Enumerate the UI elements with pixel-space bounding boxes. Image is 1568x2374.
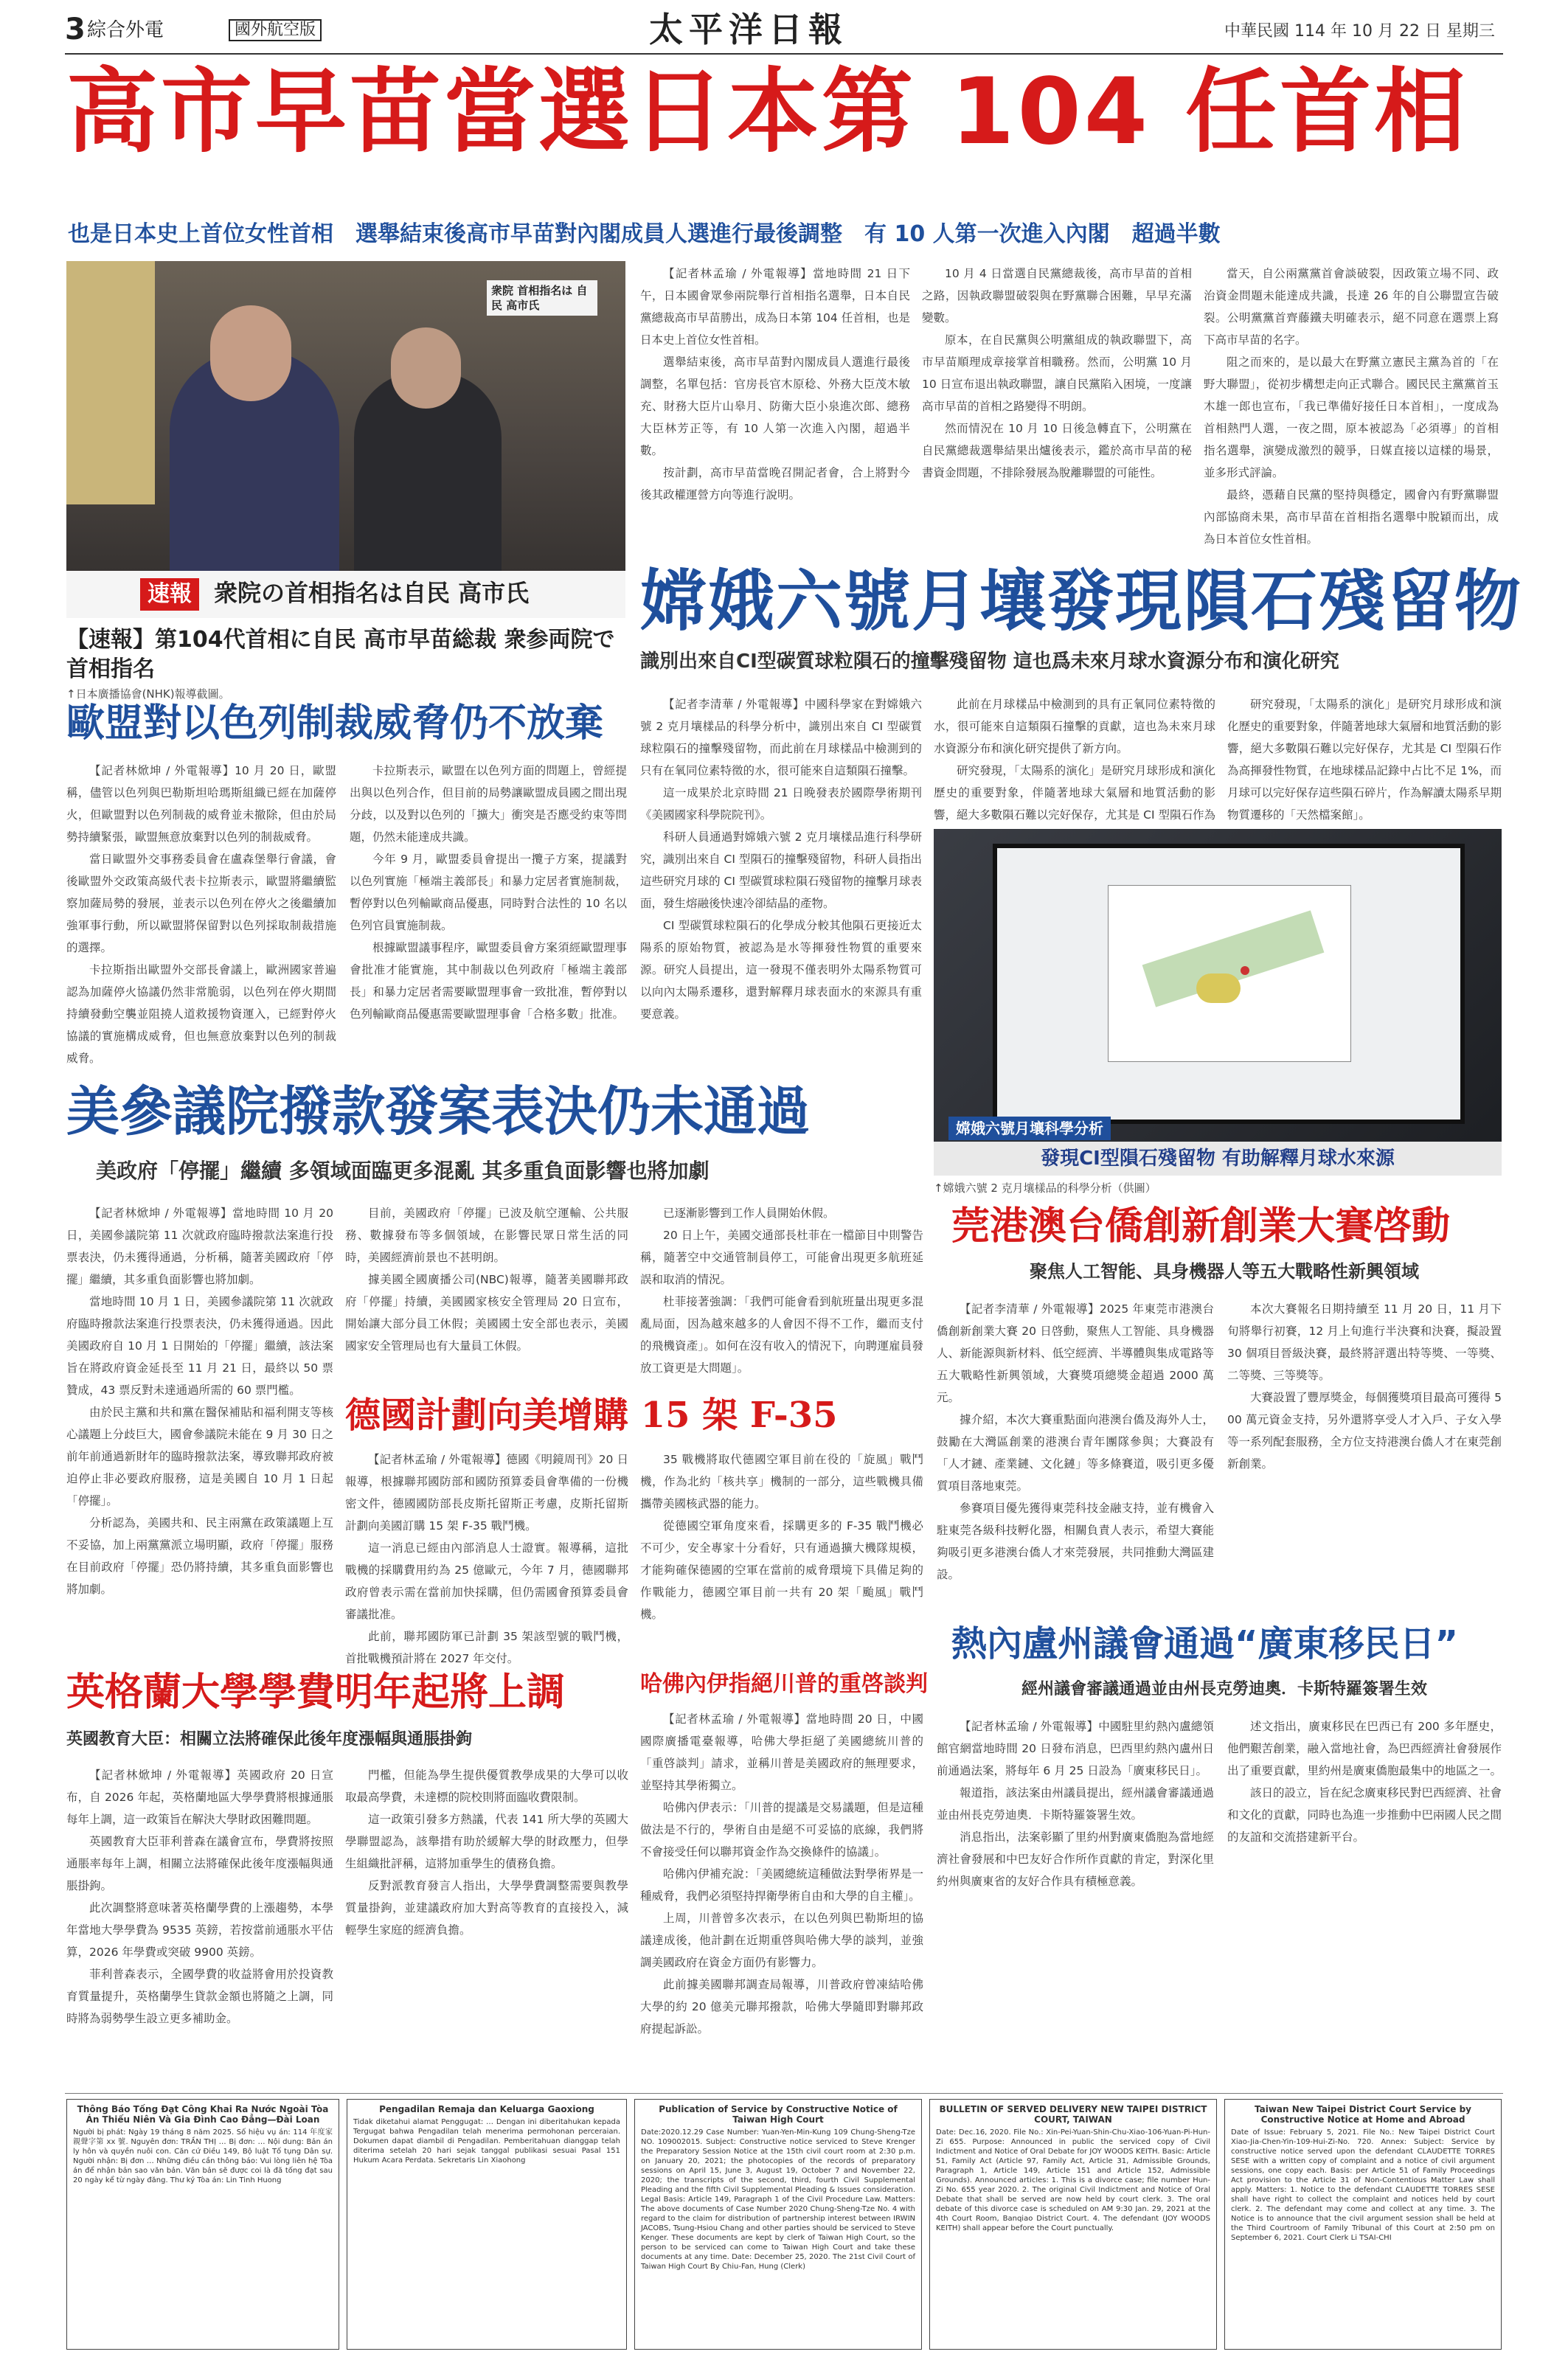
paragraph: 當天，自公兩黨黨首會談破裂，因政策立場不同、政治資金問題未能達成共識，長達 26 年的自公聯盟宣告破裂。公明黨黨首齊藤鐵夫明確表示，絕不同意在選票上寫下高市早苗的名字。 — [1204, 267, 1499, 347]
notice-indonesian — [347, 2099, 627, 2350]
germany-body-col-2 — [640, 1448, 923, 1662]
photo-person-left-head — [210, 305, 291, 401]
paragraph: 【記者林焮坤 / 外電報導】英國政府 20 日宣布，自 2026 年起，英格蘭地區大學學費將根據通脹每年上調，這一政策旨在解決大學財政困難問題。 — [66, 1769, 333, 1826]
section-tag: 國外航空版 — [229, 19, 322, 41]
germany-body-col-1 — [345, 1448, 628, 1665]
paragraph: 這一消息已經由內部消息人士證實。報導稱，這批戰機的採購費用約為 25 億歐元，今年 7 月，德國聯邦政府曾表示需在當前加快採購，但仍需國會預算委員會審議批准。 — [345, 1541, 628, 1621]
paragraph: 科研人員通過對嫦娥六號 2 克月壤樣品進行科學研究，識別出來自 CI 型隕石的撞擊殘留物，科研人員指出這些研究月球的 CI 型碳質球粒隕石殘留物的撞擊月球表面，發生熔融後快速冷卻結晶的產物。 — [640, 830, 922, 910]
masthead — [0, 0, 1568, 58]
guangdong-headline: 莞港澳台僑創新創業大賽啓動 — [951, 1204, 1451, 1249]
harvard-body-col-1 — [640, 1708, 923, 2077]
notice-text: Date of Issue: February 5, 2021. File No.: New Taipei District Court Xiao-Jia-Chen-Yin-109-Hui-Zi-No. 720. Annex: Subject: Service by constructive notice served upon the defendant CLAUDETTE TORRES SESE with a written copy of complaint and a notice of civil argument sessions, one copy each. Basis: per Article 51 of Family Proceedings Act provision to the Article 31 of Non-Contentious Matter Law shall apply. Matters: 1. Notice to the defendant CLAUDETTE TORRES SESE shall have right to collect the complaint and notices held by court clerk. 2. The defendant may come and collect at any time. 3. The Notice is to announce that the civil argument session shall be held at the Third Courtroom of Family Tribunal of this Court at 2:50 pm on September 6, 2021. Court Clerk Li TSAI-CHI — [1231, 2128, 1495, 2242]
germany-headline: 德國計劃向美增購 15 架 F-35 — [345, 1395, 838, 1436]
paragraph: 【記者林孟瑜 / 外電報導】中國駐里約熱內盧總領館官網當地時間 20 日發布消息，巴西里約熱內盧州日前通過法案，將每年 6 月 25 日設為「廣東移民日」。 — [937, 1720, 1214, 1777]
lead-body-col-3 — [1204, 263, 1499, 558]
paragraph: 此次調整將意味著英格蘭學費的上漲趨勢，本學年當地大學學費為 9535 英鎊，若按當前通脹水平估算，2026 年學費或突破 9900 英鎊。 — [66, 1901, 333, 1959]
photo-label: 嫦娥六號月壤科學分析 — [948, 1117, 1111, 1140]
change6-headline: 嫦娥六號月壤發現隕石殘留物 — [640, 563, 1522, 640]
lead-photo — [66, 261, 625, 618]
notice-text: Tidak diketahui alamat Penggugat: … Dengan ini diberitahukan kepada Tergugat bahwa Pengadilan telah menerima permohonan perceraian. Dokumen dapat diambil di Pengadilan. Pemberitahuan dianggap telah diterima setelah 20 hari sejak tanggal publikasi sesuai Pasal 151 Hukum Acara Perdata. Sekretaris Lin Xiaohong — [353, 2118, 620, 2165]
senate-headline: 美參議院撥款發案表決仍未通過 — [66, 1080, 811, 1142]
photo-info-box: 衆院 首相指名は 自民 高市氏 — [487, 280, 597, 316]
paragraph: 這一政策引發多方熱議，代表 141 所大學的英國大學聯盟認為，該舉措有助於緩解大學的財政壓力，但學生組織批評稱，這將加重學生的債務負擔。 — [345, 1813, 628, 1870]
paragraph: 當地時間 10 月 1 日，美國參議院第 11 次就政府臨時撥款法案進行投票表決，仍未獲得通過。因此美國政府自 10 月 1 日開始的「停擺」繼續，該法案旨在將政府資金延長至 11 月 21 日，最終以 50 票贊成，43 票反對未達通過所需的 60 票門檻。 — [66, 1295, 333, 1397]
rio-headline: 熱內盧州議會通過“廣東移民日” — [951, 1623, 1459, 1665]
paragraph: 英國教育大臣菲利普森在議會宣布，學費將按照通脹率每年上調，相關立法將確保此後年度漲幅與通脹掛鉤。 — [66, 1835, 333, 1892]
notice-title: BULLETIN OF SERVED DELIVERY NEW TAIPEI DISTRICT COURT, TAIWAN — [939, 2104, 1207, 2125]
paragraph: 目前，美國政府「停擺」已波及航空運輸、公共服務、數據發布等多個領域，在影響民眾日常生活的同時，美國經濟前景也不甚明朗。 — [345, 1207, 628, 1264]
paragraph: 該日的設立，旨在紀念廣東移民對巴西經濟、社會和文化的貢獻，同時也為進一步推動中巴兩國人民之間的友誼和交流搭建新平台。 — [1227, 1786, 1502, 1844]
uk-headline: 英格蘭大學學費明年起將上調 — [66, 1670, 566, 1715]
change6-body-col-3 — [1227, 693, 1502, 822]
paragraph: 【記者林焮坤 / 外電報導】10 月 20 日，歐盟稱，儘管以色列與巴勒斯坦哈瑪斯組織已經在加薩停火，但歐盟對以色列制裁的威脅並未撤除，但由於局勢持續緊張，歐盟無意放棄對以色列的制裁威脅。 — [66, 764, 336, 844]
paper-name: 太平洋日報 — [649, 10, 848, 49]
paragraph: 菲利普森表示，全國學費的收益將會用於投資教育質量提升，英格蘭學生貸款金額也將隨之上調，同時將為弱勢學生設立更多補助金。 — [66, 1968, 333, 2025]
rio-body-col-2 — [1227, 1715, 1502, 2084]
eu-body-col-2 — [350, 760, 627, 1077]
paragraph: CI 型碳質球粒隕石的化學成分較其他隕石更接近太陽系的原始物質，被認為是水等揮發性物質的重要來源。研究人員提出，這一發現不僅表明外太陽系物質可以向內太陽系遷移，還對解釋月球表面水的來源具有重要意義。 — [640, 919, 922, 1021]
paragraph: 最終，憑藉自民黨的堅持與穩定，國會內有野黨聯盟內部協商未果，高市早苗在首相指名選舉中脫穎而出，成為日本首位女性首相。 — [1204, 488, 1499, 546]
notice-new-taipei-service — [1224, 2099, 1502, 2350]
issue-date: 中華民國 114 年 10 月 22 日 星期三 — [1224, 22, 1495, 41]
change6-body-col-1 — [640, 693, 922, 1021]
paragraph: 分析認為，美國共和、民主兩黨在政策議題上互不妥協，加上兩黨黨派立場明顯，政府「停擺」服務在目前政府「停擺」恐仍將持續，其多重負面影響也將加劇。 — [66, 1516, 333, 1596]
notice-high-court — [634, 2099, 922, 2350]
paragraph: 根據歐盟議事程序，歐盟委員會方案須經歐盟理事會批准才能實施，其中制裁以色列政府「極端主義部長」和暴力定居者需要歐盟理事會一致批准，暫停對以色列輸歐商品優惠需要歐盟理事會「合格多數」批准。 — [350, 941, 627, 1021]
eu-body-col-1 — [66, 760, 336, 1077]
change6-body-col-2 — [934, 693, 1215, 822]
masthead-rule — [65, 53, 1503, 55]
lead-headline: 高市早苗當選日本第 104 任首相 — [66, 59, 1469, 165]
ticker-text: 衆院の首相指名は自民 高市氏 — [214, 579, 530, 607]
notice-title: Taiwan New Taipei District Court Service by Constructive Notice at Home and Abroad — [1255, 2104, 1471, 2125]
paragraph: 此前，聯邦國防軍已計劃 35 架該型號的戰鬥機，首批戰機預計將在 2027 年交付。 — [345, 1630, 628, 1665]
rio-body-col-1 — [937, 1715, 1214, 2084]
change6-photo — [934, 829, 1502, 1176]
paragraph: 原本，在自民黨與公明黨組成的執政聯盟下，高市早苗順理成章接掌首相職務。然而，公明黨 10 月 10 日宣布退出執政聯盟，讓自民黨陷入困境，一度讓高市早苗的首相之路變得不明朗。 — [922, 333, 1192, 413]
paragraph: 這一成果於北京時間 21 日晚發表於國際學術期刊《美國國家科學院院刊》。 — [640, 786, 922, 822]
paragraph: 20 日上午，美國交通部長杜菲在一檔節目中則警告稱，隨著空中交通管制員停工，可能會出現更多航班延誤和取消的情況。 — [640, 1229, 923, 1286]
notice-title: Pengadilan Remaja dan Keluarga Gaoxiong — [379, 2104, 594, 2114]
paragraph: 從德國空軍角度來看，採購更多的 F-35 戰鬥機必不可少，安全專家十分看好，只有通過擴大機隊規模，才能夠確保德國的空軍在當前的威脅環境下具備足夠的作戰能力，德國空軍目前一共有 20 架「颱風」戰鬥機。 — [640, 1519, 923, 1621]
notices-divider — [65, 2093, 1503, 2094]
notice-text: Date: Dec.16, 2020. File No.: Xin-Pei-Yuan-Shin-Chu-Xiao-106-Yuan-Pi-Hun-Zi 655. Purpose: Announced in public the serviced copy of Civil Indictment and Notice of Oral Debate for JOY WOODS KEITH. Basic: Article 51, Family Act (Article 97, Family Act, Article 31, Admissible Grounds, Paragraph 1, Article 149, Article 151 and Article 152, Admissible Grounds). Announced articles: 1. This is a divorce case; file number Hun-Zi No. 655 year 2020. 2. The original Civil Indictment and Notice of Oral Debate that shall be served are now held by court clerk. 3. The oral debate of this divorce case is scheduled on AM 9:30 Jan. 29, 2021 at the 4th Court Room, Banqiao District Court. 4. The defendant (JOY WOODS KEITH) shall appear before the Court punctually. — [936, 2128, 1210, 2232]
paragraph: 【記者林孟瑜 / 外電報導】當地時間 20 日，中國國際廣播電臺報導，哈佛大學拒絕了美國總統川普的「重啓談判」請求，並稱川普是美國政府的無理要求，並堅持其學術獨立。 — [640, 1712, 923, 1792]
senate-body-col-1 — [66, 1202, 333, 1659]
paragraph: 哈佛內伊補充說：「美國總統這種做法對學術界是一種威脅，我們必須堅持捍衛學術自由和大學的自主權」。 — [640, 1867, 923, 1903]
guangdong-body-col-2 — [1227, 1298, 1502, 1615]
senate-body-col-2 — [345, 1202, 628, 1386]
paragraph: 杜菲接著強調：「我們可能會看到航班量出現更多混亂局面，因為越來越多的人會因不得不工作，繼而支付的飛機資產」。如何在沒有收入的情況下，向聘運雇員發放工資更是大問題」。 — [640, 1295, 923, 1375]
paragraph: 述文指出，廣東移民在巴西已有 200 多年歷史，他們艱苦創業，融入當地社會，為巴西經濟社會發展作出了重要貢獻，里約州是廣東僑胞最集中的地區之一。 — [1227, 1720, 1502, 1777]
lead-photo-credit: ↑日本廣播協會(NHK)報導截圖。 — [66, 687, 230, 701]
paragraph: 【記者李清華 / 外電報導】中國科學家在對嫦娥六號 2 克月壤樣品的科學分析中，識別出來自 CI 型碳質球粒隕石的撞擊殘留物，而此前在月球樣品中檢測到的只有在氧同位素特徵的水，很可能來自這類隕石撞擊。 — [640, 698, 922, 777]
paragraph: 報道指，該法案由州議員提出，經州議會審議通過並由州長克勞迪奧．卡斯特羅簽署生效。 — [937, 1786, 1214, 1822]
news-badge: 速報 — [140, 578, 199, 611]
uk-subhead: 英國教育大臣：相關立法將確保此後年度漲幅與通脹掛鉤 — [66, 1730, 473, 1749]
paragraph: 【記者李清華 / 外電報導】2025 年東莞市港澳台僑創新創業大賽 20 日啓動，聚焦人工智能、具身機器人、新能源與新材料、低空經濟、半導體與集成電路等五大戰略性新興領域，大賽獎項總獎金超過 2000 萬元。 — [937, 1302, 1214, 1404]
paragraph: 卡拉斯指出歐盟外交部長會議上，歐洲國家普遍認為加薩停火協議仍然非常脆弱，以色列在停火期間持續發動空襲並阻撓人道救援物資運入，已經對停火協議的實施構成威脅，但也無意放棄對以色列的制裁威脅。 — [66, 963, 336, 1065]
paragraph: 【記者林孟瑜 / 外電報導】當地時間 21 日下午，日本國會眾參兩院舉行首相指名選舉，日本自民黨總裁高市早苗勝出，成為日本第 104 任首相，也是日本史上首位女性首相。 — [640, 267, 910, 347]
paragraph: 此前在月球樣品中檢測到的具有正氧同位素特徵的水，很可能來自這類隕石撞擊的貢獻，這也為未來月球水資源分布和演化研究提供了新方向。 — [934, 698, 1215, 755]
paragraph: 此前據美國聯邦調查局報導，川普政府曾凍結哈佛大學的約 20 億美元聯邦撥款，哈佛大學隨即對聯邦政府提起訴訟。 — [640, 1978, 923, 2035]
paragraph: 35 戰機將取代德國空軍目前在役的「旋風」戰鬥機，作為北約「核共享」機制的一部分，這些戰機具備攜帶美國核武器的能力。 — [640, 1453, 923, 1510]
harvard-headline: 哈佛內伊指絕川普的重啓談判 — [640, 1671, 928, 1697]
paragraph: 10 月 4 日當選自民黨總裁後，高市早苗的首相之路，因執政聯盟破裂與在野黨聯合困難，早早充滿變數。 — [922, 267, 1192, 324]
paragraph: 大賽設置了豐厚獎金，每個獲獎項目最高可獲得 500 萬元資金支持，另外還將享受人才入戶、子女入學等一系列配套服務，全方位支持港澳台僑人才在東莞創新創業。 — [1227, 1391, 1502, 1471]
paragraph: 由於民主黨和共和黨在醫保補貼和福利開支等核心議題上分歧巨大，國會參議院未能在 9 月 30 日之前年前通過新財年的臨時撥款法案，導致聯邦政府被迫停止非必要政府服務，這是美國自 10 月 1 日起「停擺」。 — [66, 1406, 333, 1507]
paragraph: 哈佛內伊表示：「川普的提議是交易議題，但是這種做法是不行的，學術自由是絕不可妥協的底線，我們將不會接受任何以聯邦資金作為交換條件的協議」。 — [640, 1801, 923, 1858]
paragraph: 卡拉斯表示，歐盟在以色列方面的問題上，曾經提出與以色列合作，但目前的局勢讓歐盟成員國之間出現分歧，以及對以色列的「擴大」衝突是否應受約束等問題，仍然未能達成共識。 — [350, 764, 627, 844]
lead-body-col-1 — [640, 263, 910, 558]
lead-subhead: 也是日本史上首位女性首相 選舉結束後高市早苗對內閣成員人選進行最後調整 有 10 人第一次進入內閣 超過半數 — [68, 221, 1221, 247]
photo-banner: 發現CI型隕石殘留物 有助解釋月球水來源 — [934, 1142, 1502, 1176]
photo-person-right-head — [391, 327, 461, 409]
paragraph: 據介紹，本次大賽重點面向港澳台僑及海外人士，鼓勵在大灣區創業的港澳台青年團隊參與；大賽設有「人才鏈、產業鏈、文化鏈」等多條賽道，吸引更多優質項目落地東莞。 — [937, 1413, 1214, 1493]
paragraph: 研究發現，「太陽系的演化」是研究月球形成和演化歷史的重要對象，伴隨著地球大氣層和地質活動的影響，絕大多數隕石難以完好保存，尤其是 CI 型隕石作為 — [934, 764, 1215, 822]
rio-subhead: 經州議會審議通過並由州長克勞迪奧．卡斯特羅簽署生效 — [1021, 1680, 1427, 1698]
paragraph: 選舉結束後，高市早苗對內閣成員人選進行最後調整，名單包括：官房長官木原稔、外務大臣茂木敏充、財務大臣片山皋月、防衛大臣小泉進次郎、總務大臣林芳正等，有 10 人第一次進入內閣，超過半數。 — [640, 355, 910, 457]
notice-vietnamese — [66, 2099, 339, 2350]
notice-text: Date:2020.12.29 Case Number: Yuan-Yen-Min-Kung 109 Chung-Sheng-Tze NO. 109002015. Subject: Constructive notice serviced to Steve Krenger the Preparatory Session Notice at the 15th civil court room at 2:30 p.m. on January 20, 2021; the photocopies of the records of preparatory sessions on April 15, June 3, August 19, October 7 and November 22, 2020; the transcripts of the second, third, fourth Civil Supplemental Pleading and the fifth Civil Supplemental Pleading & Issues consideration. Legal Basis: Article 149, Paragraph 1 of the Civil Procedure Law. Matters: The above documents of Case Number 2020 Chung-Sheng-Tze No. 4 with regard to the claim for distribution of partnership interest between IRWIN JACOBS, Tsung-Hsiou Chang and other parties should be serviced to Steve Kenger. These documents are kept by clerk of Taiwan High Court, so the person to be serviced can come to Taiwan High Court and take these documents at any time. Date: December 25, 2020. The 21st Civil Court of Taiwan High Court By Chiu-Fan, Hung (Clerk) — [641, 2128, 915, 2271]
change6-photo-credit: ↑嫦娥六號 2 克月壤樣品的科學分析（供圖） — [934, 1181, 1156, 1195]
guangdong-body-col-1 — [937, 1298, 1214, 1615]
section-name: 綜合外電 — [87, 19, 164, 41]
uk-body-col-1 — [66, 1764, 333, 2089]
paragraph: 研究發現，「太陽系的演化」是研究月球形成和演化歷史的重要對象，伴隨著地球大氣層和地質活動的影響，絕大多數隕石難以完好保存，尤其是 CI 型隕石作為高揮發性物質，在地球樣品記錄中占比不足 1%，而月球可以完好保存這些隕石碎片，作為解讀太陽系早期物質遷移的「天然檔案館」。 — [1227, 698, 1502, 822]
notice-new-taipei-bulletin — [929, 2099, 1217, 2350]
paragraph: 然而情況在 10 月 10 日後急轉直下，公明黨在自民黨總裁選舉結果出爐後表示，鑑於高市早苗的秘書資金問題，不排除發展為脫離聯盟的可能性。 — [922, 422, 1192, 479]
senate-subhead: 美政府「停擺」繼續 多領域面臨更多混亂 其多重負面影響也將加劇 — [96, 1159, 710, 1183]
lead-photo-caption: 【速報】第104代首相に自民 高市早苗総裁 衆参両院で首相指名 — [66, 627, 615, 682]
paragraph: 上周，川普曾多次表示，在以色列與巴勒斯坦的協議達成後，他計劃在近期重啓與哈佛大學的談判，並強調美國政府在資金方面仍有影響力。 — [640, 1912, 923, 1969]
page-number: 3 — [65, 13, 86, 46]
photo-background-panel — [66, 261, 155, 504]
lead-body-col-2 — [922, 263, 1192, 558]
paragraph: 阻之而來的，是以最大在野黨立憲民主黨為首的「在野大聯盟」，從初步構想走向正式聯合。國民民主黨黨首玉木雄一郎也宣布，「我已準備好接任日本首相」，一度成為首相熱門人選，一夜之間，原本被認為「必須導」的首相指名選舉，演變成激烈的競爭，日媒直接以這樣的場景，並多形式評論。 — [1204, 355, 1499, 479]
paragraph: 按計劃，高市早苗當晚召開記者會，合上將對今後其政權運營方向等進行說明。 — [640, 466, 910, 501]
change6-subhead: 識別出來自CI型碳質球粒隕石的撞擊殘留物 這也爲未來月球水資源分布和演化研究 — [640, 650, 1339, 673]
paragraph: 當日歐盟外交事務委員會在盧森堡舉行會議，會後歐盟外交政策高級代表卡拉斯表示，歐盟將繼續監察加薩局勢的發展，並表示以色列在停火之後繼續加強軍事行動，所以歐盟將保留對以色列採取制裁措施的選擇。 — [66, 853, 336, 954]
eu-headline: 歐盟對以色列制裁威脅仍不放棄 — [66, 701, 604, 746]
paragraph: 參賽項目優先獲得東莞科技金融支持，並有機會入駐東莞各級科技孵化器，相關負責人表示，希望大賽能夠吸引更多港澳台僑人才來莞發展，共同推動大灣區建設。 — [937, 1502, 1214, 1581]
senate-body-col-3 — [640, 1202, 923, 1386]
paragraph: 門檻，但能為學生提供優質教學成果的大學可以收取最高學費，未達標的院校則將面臨收費限制。 — [345, 1769, 628, 1804]
paragraph: 今年 9 月，歐盟委員會提出一攬子方案，提議對以色列實施「極端主義部長」和暴力定居者實施制裁，暫停對以色列輸歐商品優惠，同時對合法性的 10 名以色列官員實施制裁。 — [350, 853, 627, 932]
paragraph: 【記者林孟瑜 / 外電報導】德國《明鏡周刊》20 日報導，根據聯邦國防部和國防預算委員會準備的一份機密文件，德國國防部長皮斯托留斯正考慮，皮斯托留斯計劃向美國訂購 15 架 F-35 戰鬥機。 — [345, 1453, 628, 1533]
paragraph: 【記者林焮坤 / 外電報導】當地時間 10 月 20 日，美國參議院第 11 次就政府臨時撥款法案進行投票表決，仍未獲得通過，分析稱，隨著美國政府「停擺」繼續，其多重負面影響也將加劇。 — [66, 1207, 333, 1286]
paragraph: 反對派教育發言人指出，大學學費調整需要與教學質量掛鉤，並建議政府加大對高等教育的直接投入，減輕學生家庭的經濟負擔。 — [345, 1879, 628, 1937]
chart-cluster — [1196, 973, 1241, 1003]
notice-title: Thông Báo Tống Đạt Công Khai Ra Nước Ngoài Tòa Án Thiếu Niên Và Gia Đình Cao Đẳng—Đài Loan — [77, 2104, 329, 2125]
paragraph: 已逐漸影響到工作人員開始休假。 — [663, 1207, 835, 1220]
paragraph: 據美國全國廣播公司(NBC)報導，隨著美國聯邦政府「停擺」持續，美國國家核安全管理局 20 日宣布，開始讓大部分員工休假；美國國土安全部也表示，美國國家安全管理局也有大量員工休假。 — [345, 1273, 628, 1353]
notice-text: Người bị phát: Ngày 19 tháng 8 năm 2025. Số hiệu vụ án: 114 年度家親聲字第 xx 號. Nguyên đơn: TRẦN THỊ … Bị đơn: … Nội dung: Bản án ly hôn và quyền nuôi con. Căn cứ Điều 149, Bộ luật Tố tụng Dân sự. Người nhận: Bị đơn … Những điều cần thông báo: Vui lòng liên hệ Tòa án để nhận bản sao văn bản. Văn bản sẽ được coi là đã tống đạt sau 20 ngày kể từ ngày đăng. Thư ký Tòa án: Lin Tinh Huong — [73, 2128, 333, 2184]
monitor-screen — [993, 844, 1465, 1124]
uk-body-col-2 — [345, 1764, 628, 2089]
paragraph: 本次大賽報名日期持續至 11 月 20 日，11 月下旬將舉行初賽，12 月上旬進行半決賽和決賽，擬設置 30 個項目晉級決賽，最終將評選出特等獎、一等獎、二等獎、三等獎等。 — [1227, 1302, 1502, 1382]
guangdong-subhead: 聚焦人工智能、具身機器人等五大戰略性新興領域 — [1030, 1261, 1419, 1282]
paragraph: 消息指出，法案彰顯了里約州對廣東僑胞為當地經濟社會發展和中巴友好合作所作貢獻的肯定，對深化里約州與廣東省的友好合作具有積極意義。 — [937, 1830, 1214, 1888]
photo-ticker — [66, 571, 625, 618]
notice-title: Publication of Service by Constructive Notice of Taiwan High Court — [659, 2104, 898, 2125]
chart-point — [1241, 966, 1249, 975]
